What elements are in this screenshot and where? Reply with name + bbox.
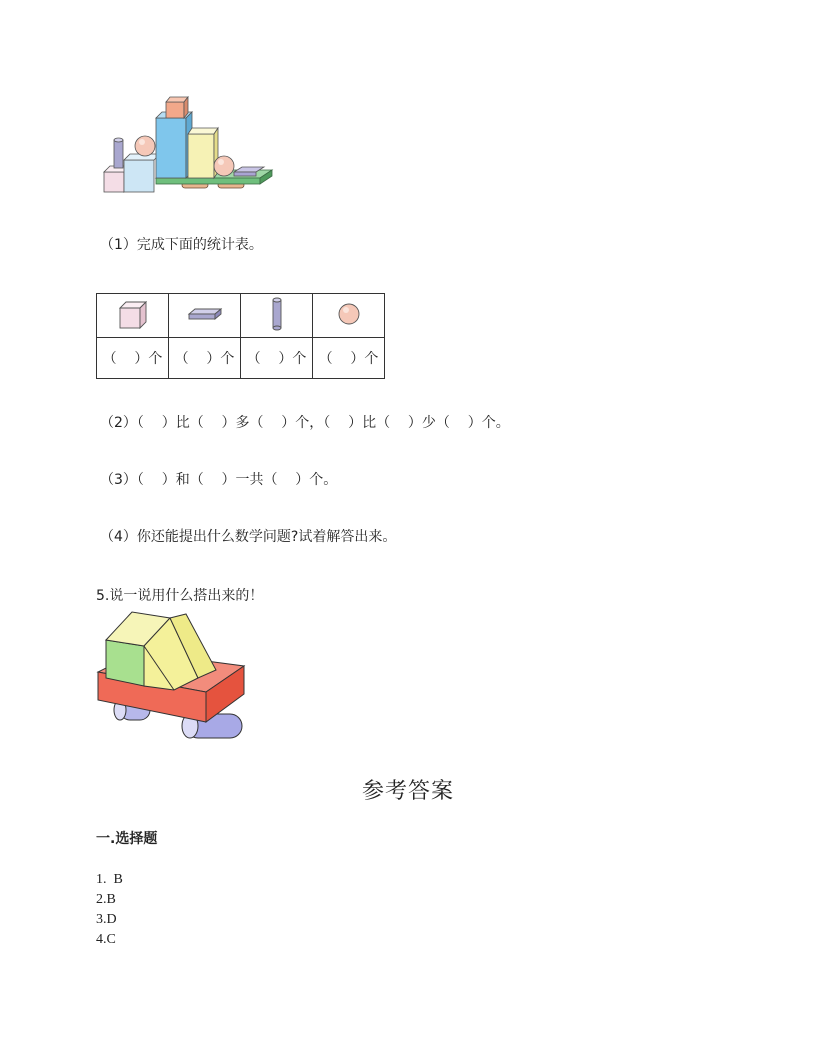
- question-1: （1）完成下面的统计表。: [100, 237, 263, 253]
- block-car-illustration: [94, 606, 248, 752]
- answer-item: 4.C: [96, 932, 116, 947]
- cell-cube: [97, 294, 169, 338]
- question-3: （3）（ ）和（ ）一共（ ）个。: [100, 472, 338, 488]
- count-cube: （ ）个: [97, 338, 169, 379]
- cuboid-icon: [185, 304, 225, 324]
- section-heading: 一.选择题: [96, 831, 158, 847]
- cylinder-icon: [267, 296, 287, 332]
- count-cuboid: （ ）个: [169, 338, 241, 379]
- cell-sphere: [313, 294, 385, 338]
- question-4: （4）你还能提出什么数学问题?试着解答出来。: [100, 529, 397, 545]
- cell-cylinder: [241, 294, 313, 338]
- answer-title: 参考答案: [361, 779, 454, 804]
- cube-icon: [116, 298, 150, 330]
- sphere-icon: [336, 301, 362, 327]
- solids-stack-illustration: [100, 92, 276, 196]
- question-5: 5.说一说用什么搭出来的！: [96, 588, 264, 604]
- question-2: （2）（ ）比（ ）多（ ）个，（ ）比（ ）少（ ）个。: [100, 415, 510, 431]
- count-sphere: （ ）个: [313, 338, 385, 379]
- answer-item: 2.B: [96, 892, 116, 907]
- answer-item: 3.D: [96, 912, 117, 927]
- answer-item: 1. B: [96, 872, 123, 887]
- statistics-table: [96, 293, 385, 379]
- cell-cuboid: [169, 294, 241, 338]
- count-cylinder: （ ）个: [241, 338, 313, 379]
